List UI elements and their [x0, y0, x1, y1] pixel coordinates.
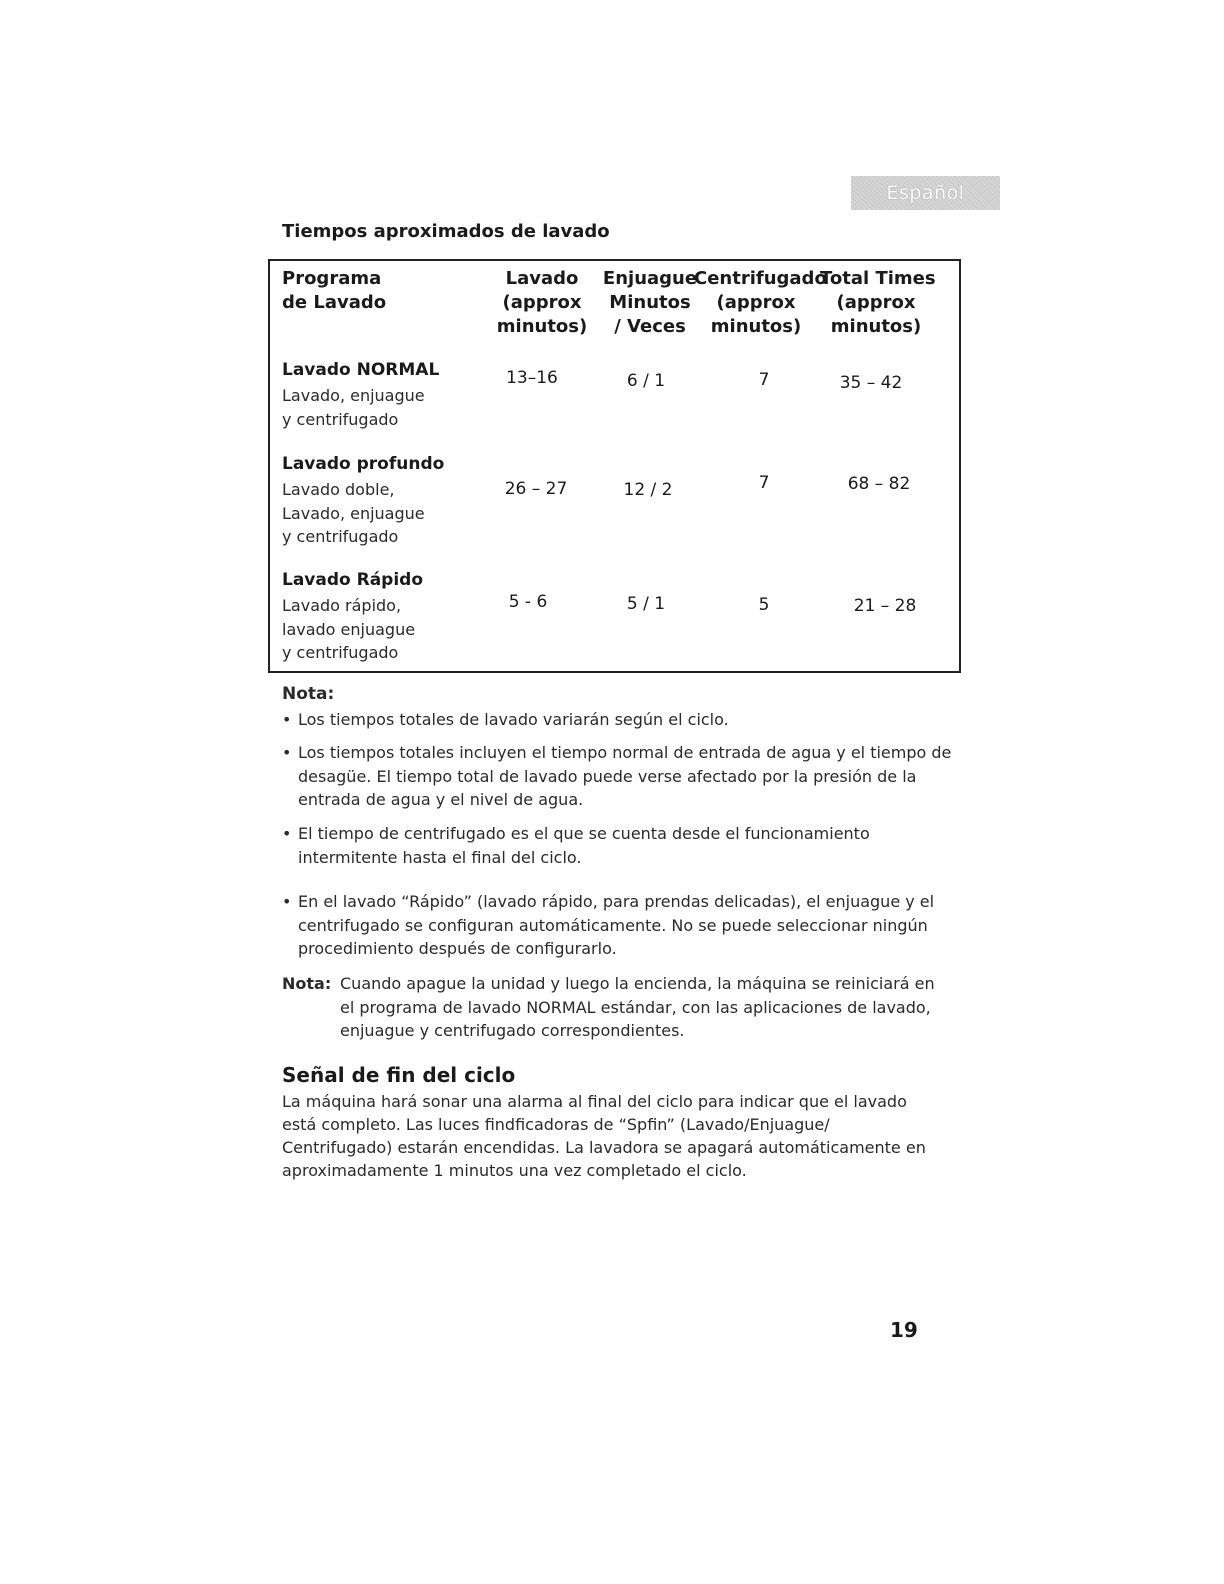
second-note [282, 972, 952, 1043]
header-program: Programa de Lavado [282, 268, 387, 313]
note-bullet-text: En el lavado “Rápido” (lavado rápido, para prendas delicadas), el enjuague y el centrifugado se configuran automáticamente. No se puede seleccionar ningún procedimiento después de configurarlo. [298, 892, 935, 958]
note-bullet-text: Los tiempos totales de lavado variarán según el ciclo. [298, 710, 729, 729]
header-total: Total Times (approx minutos) [820, 268, 936, 337]
cell-wash-normal: 13–16 [506, 368, 558, 388]
cell-rinse-profundo: 12 / 2 [623, 480, 673, 500]
bullet-icon: • [282, 743, 292, 762]
note-bullet [282, 822, 952, 869]
wash-times-table [268, 259, 961, 673]
note-bullet [282, 741, 952, 812]
cell-spin-rapido: 5 [758, 595, 770, 615]
cell-wash-rapido: 5 - 6 [508, 592, 548, 612]
second-note-text: Cuando apague la unidad y luego la encienda, la máquina se reiniciará en el programa de lavado NORMAL estándar, con las aplicaciones de lavado, enjuague y centrifugado correspondientes. [340, 974, 935, 1040]
note-label: Nota: [282, 684, 335, 704]
section-title: Tiempos aproximados de lavado [282, 221, 610, 242]
row-desc-profundo: Lavado doble, Lavado, enjuague y centrifugado [282, 480, 425, 546]
row-desc-rapido: Lavado rápido, lavado enjuague y centrifugado [282, 596, 416, 662]
row-desc-normal: Lavado, enjuague y centrifugado [282, 386, 425, 429]
second-note-label: Nota: [282, 974, 332, 993]
note-bullet-text: El tiempo de centrifugado es el que se cuenta desde el funcionamiento intermitente hasta el final del ciclo. [298, 824, 870, 867]
row-title-normal: Lavado NORMAL [282, 360, 440, 380]
cell-total-profundo: 68 – 82 [847, 474, 911, 494]
cell-wash-profundo: 26 – 27 [504, 479, 568, 499]
cell-rinse-normal: 6 / 1 [626, 371, 666, 391]
note-bullet-text: Los tiempos totales incluyen el tiempo normal de entrada de agua y el tiempo de desagüe. El tiempo total de lavado puede verse afectado por la presión de la entrada de agua y el nivel de agua. [298, 743, 952, 809]
header-wash: Lavado (approx minutos) [496, 268, 588, 337]
bullet-icon: • [282, 892, 292, 911]
note-bullet [282, 890, 952, 961]
end-signal-title: Señal de fin del ciclo [282, 1063, 516, 1087]
bullet-icon: • [282, 710, 292, 729]
cell-rinse-rapido: 5 / 1 [626, 594, 666, 614]
header-spin: Centrifugado (approx minutos) [694, 268, 827, 337]
end-signal-body: La máquina hará sonar una alarma al final del ciclo para indicar que el lavado está completo. Las luces findficadoras de “Spfin” (Lavado/Enjuague/ Centrifugado) estarán encendidas. La lavadora se apagará automáticamente en aproximadamente 1 minutos una vez completado el ciclo. [282, 1092, 926, 1180]
row-title-rapido: Lavado Rápido [282, 570, 424, 590]
cell-spin-profundo: 7 [758, 473, 770, 493]
language-tab: Español [851, 176, 1000, 210]
header-rinse: Enjuague Minutos / Veces [602, 268, 698, 337]
note-bullet [282, 708, 952, 732]
bullet-icon: • [282, 824, 292, 843]
cell-total-normal: 35 – 42 [839, 373, 903, 393]
cell-total-rapido: 21 – 28 [853, 596, 917, 616]
row-title-profundo: Lavado profundo [282, 454, 445, 474]
cell-spin-normal: 7 [758, 370, 770, 390]
page-number: 19 [890, 1318, 918, 1342]
